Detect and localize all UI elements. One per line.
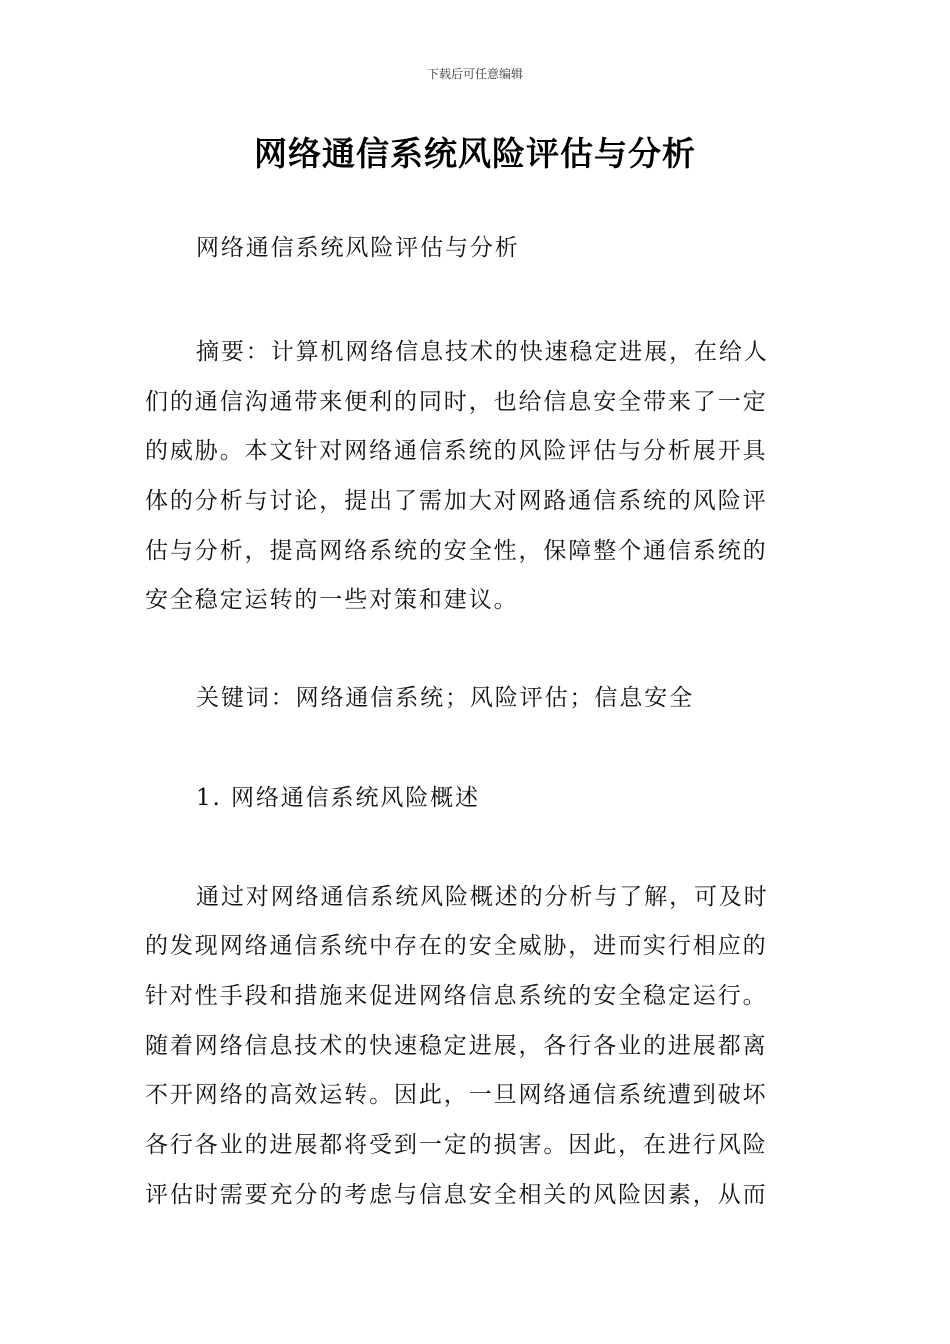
- body-line: 各行各业的进展都将受到一定的损害。因此，在进行风险: [145, 1132, 768, 1158]
- abstract-line: 安全稳定运转的一些对策和建议。: [145, 587, 519, 613]
- keywords: 关键词：网络通信系统；风险评估；信息安全: [196, 685, 694, 711]
- body-line: 评估时需要充分的考虑与信息安全相关的风险因素，从而: [145, 1182, 768, 1208]
- abstract-line: 们的通信沟通带来便利的同时，也给信息安全带来了一定: [145, 389, 768, 415]
- abstract-line: 估与分析，提高网络系统的安全性，保障整个通信系统的: [145, 538, 768, 564]
- abstract-line: 摘要：计算机网络信息技术的快速稳定进展，在给人: [196, 339, 769, 365]
- header-note: 下载后可任意编辑: [426, 67, 523, 81]
- subtitle: 网络通信系统风险评估与分析: [196, 235, 520, 261]
- body-line: 通过对网络通信系统风险概述的分析与了解，可及时: [196, 884, 769, 910]
- body-line: 随着网络信息技术的快速稳定进展，各行各业的进展都离: [145, 1033, 768, 1059]
- abstract-line: 的威胁。本文针对网络通信系统的风险评估与分析展开具: [145, 438, 768, 464]
- body-line: 针对性手段和措施来促进网络信息系统的安全稳定运行。: [145, 983, 768, 1009]
- body-line: 不开网络的高效运转。因此，一旦网络通信系统遭到破坏: [145, 1082, 768, 1108]
- abstract-line: 体的分析与讨论，提出了需加大对网路通信系统的风险评: [145, 488, 768, 514]
- section-heading: 1. 网络通信系统风险概述: [196, 785, 480, 811]
- body-line: 的发现网络通信系统中存在的安全威胁，进而实行相应的: [145, 933, 768, 959]
- document-title: 网络通信系统风险评估与分析: [254, 134, 696, 173]
